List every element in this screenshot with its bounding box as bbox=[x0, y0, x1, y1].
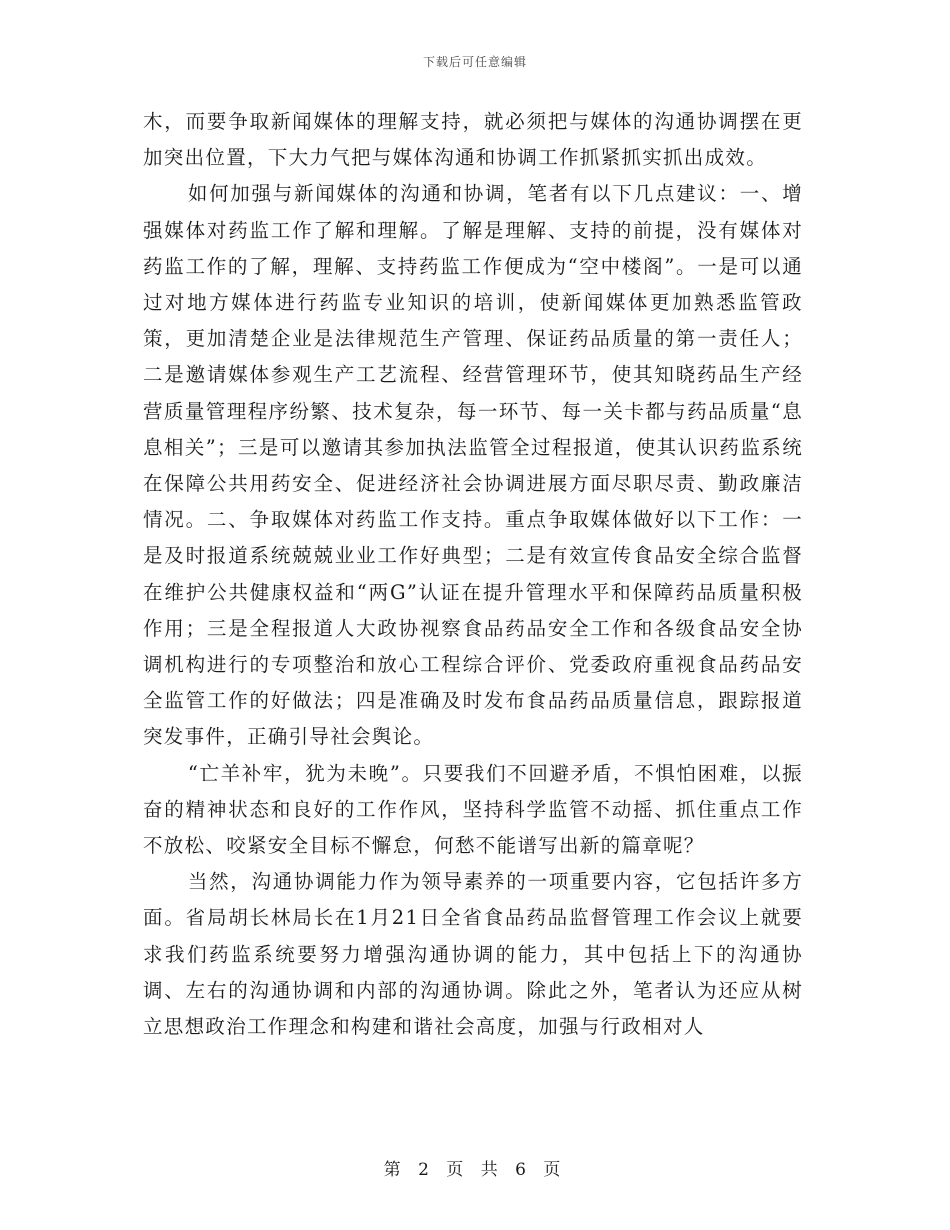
header-note: 下载后可任意编辑 bbox=[422, 55, 527, 69]
paragraph: 当然，沟通协调能力作为领导素养的一项重要内容，它包括许多方面。省局胡长林局长在1月21日全省食品药品监督管理工作会议上就要求我们药监系统要努力增强沟通协调的能力，其中包括上下的沟通协调、左右的沟通协调和内部的沟通协调。除此之外，笔者认为还应从树立思想政治工作理念和构建和谐社会高度，加强与行政相对人 bbox=[143, 870, 803, 1039]
paragraph: 木，而要争取新闻媒体的理解支持，就必须把与媒体的沟通协调摆在更加突出位置，下大力气把与媒体沟通和协调工作抓紧抓实抓出成效。 bbox=[143, 110, 803, 170]
body-text bbox=[143, 104, 803, 1045]
paragraph: “亡羊补牢，犹为未晚”。只要我们不回避矛盾，不惧怕困难，以振奋的精神状态和良好的工作作风，坚持科学监管不动摇、抓住重点工作不放松、咬紧安全目标不懈怠，何愁不能谱写出新的篇章呢？ bbox=[143, 761, 803, 858]
page-number-footer: 第 2 页 共 6 页 bbox=[383, 1160, 567, 1180]
paragraph: 如何加强与新闻媒体的沟通和协调，笔者有以下几点建议：一、增强媒体对药监工作了解和理解。了解是理解、支持的前提，没有媒体对药监工作的了解，理解、支持药监工作便成为“空中楼阁”。一是可以通过对地方媒体进行药监专业知识的培训，使新闻媒体更加熟悉监管政策，更加清楚企业是法律规范生产管理、保证药品质量的第一责任人；二是邀请媒体参观生产工艺流程、经营管理环节，使其知晓药品生产经营质量管理程序纷繁、技术复杂，每一环节、每一关卡都与药品质量“息息相关”；三是可以邀请其参加执法监管全过程报道，使其认识药监系统在保障公共用药安全、促进经济社会协调进展方面尽职尽责、勤政廉洁情况。二、争取媒体对药监工作支持。重点争取媒体做好以下工作：一是及时报道系统兢兢业业工作好典型；二是有效宣传食品安全综合监督在维护公共健康权益和“两G”认证在提升管理水平和保障药品质量积极作用；三是全程报道人大政协视察食品药品安全工作和各级食品安全协调机构进行的专项整治和放心工程综合评价、党委政府重视食品药品安全监管工作的好做法；四是准确及时发布食品药品质量信息，跟踪报道突发事件，正确引导社会舆论。 bbox=[143, 182, 803, 749]
